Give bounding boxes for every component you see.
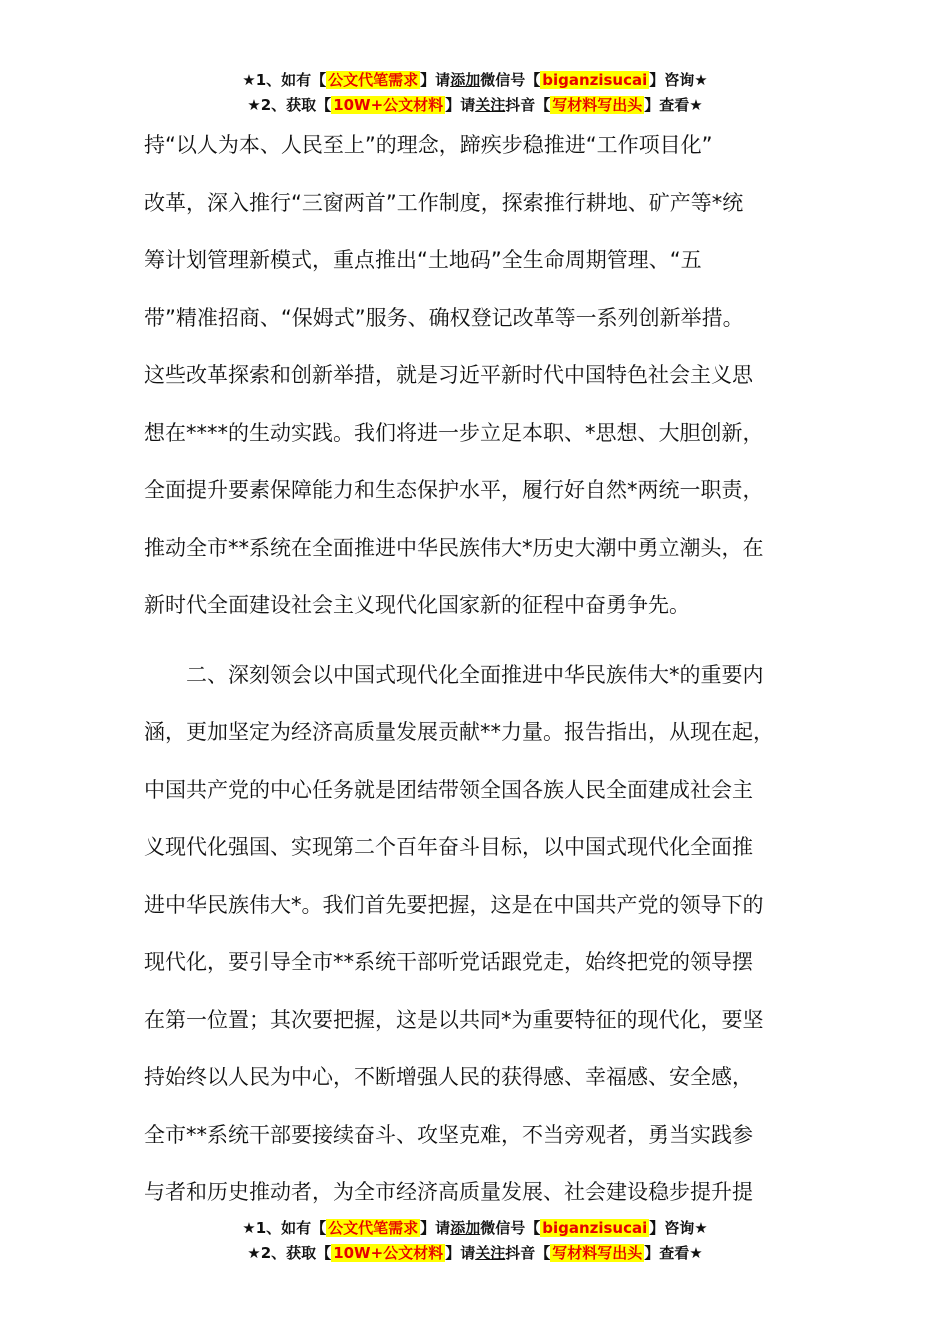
document-body — [144, 124, 834, 1229]
text-line: 现代化，要引导全市**系统干部听党话跟党走，始终把党的领导摆 — [144, 950, 753, 974]
text-line: 二、深刻领会以中国式现代化全面推进中华民族伟大*的重要内 — [144, 662, 764, 687]
notice-douyin-account: 写材料写出头 — [552, 1244, 643, 1262]
text-line: 涵，更加坚定为经济高质量发展贡献**力量。报告指出，从现在起， — [144, 720, 774, 744]
text-line: 这些改革探索和创新举措，就是习近平新时代中国特色社会主义思 — [144, 363, 753, 387]
notice-emphasis: 添加 — [450, 1219, 481, 1237]
text-line: 想在****的生动实践。我们将进一步立足本职、*思想、大胆创新， — [144, 420, 764, 445]
notice-highlight: 公文代笔需求 — [328, 71, 419, 89]
notice-line-2 — [0, 1241, 950, 1266]
text-line: 持始终以人民为中心，不断增强人民的获得感、幸福感、安全感， — [144, 1065, 753, 1089]
text-line: 持“以人为本、人民至上”的理念，蹄疾步稳推进“工作项目化” — [144, 133, 713, 157]
notice-text: 】请 — [445, 1244, 476, 1262]
notice-line-2 — [0, 93, 950, 118]
paragraph-gap — [144, 642, 834, 654]
notice-douyin-account: 写材料写出头 — [552, 96, 643, 114]
text-line: 全面提升要素保障能力和生态保护水平，履行好自然*两统一职责， — [144, 478, 764, 502]
text-line: 义现代化强国、实现第二个百年奋斗目标，以中国式现代化全面推 — [144, 835, 753, 859]
notice-wechat-id: biganzisucai — [542, 71, 648, 89]
notice-highlight: 公文代笔需求 — [328, 1219, 419, 1237]
text-line: 筹计划管理新模式，重点推出“土地码”全生命周期管理、“五 — [144, 248, 702, 272]
notice-text: 微信号【 — [480, 71, 541, 89]
notice-text: 】请 — [420, 71, 451, 89]
text-line: 在第一位置；其次要把握，这是以共同*为重要特征的现代化，要坚 — [144, 1007, 764, 1032]
notice-text: 】请 — [420, 1219, 451, 1237]
text-line: 全市**系统干部要接续奋斗、攻坚克难，不当旁观者，勇当实践参 — [144, 1122, 753, 1147]
paragraph-1 — [144, 124, 834, 642]
notice-text: 抖音【 — [505, 1244, 551, 1262]
notice-text: 】咨询★ — [649, 1219, 708, 1237]
notice-text: 】查看★ — [644, 96, 703, 114]
text-line: 进中华民族伟大*。我们首先要把握，这是在中国共产党的领导下的 — [144, 892, 764, 917]
footer-notice — [0, 1216, 950, 1266]
text-line: 改革，深入推行“三窗两首”工作制度，探索推行耕地、矿产等*统 — [144, 190, 744, 215]
notice-text: 】请 — [445, 96, 476, 114]
notice-text: ★1、如有【 — [242, 71, 327, 89]
text-line: 带”精准招商、“保姆式”服务、确权登记改革等一系列创新举措。 — [144, 305, 744, 330]
notice-highlight: 10W+公文材料 — [333, 1244, 444, 1262]
notice-text: 】查看★ — [644, 1244, 703, 1262]
notice-text: ★2、获取【 — [247, 1244, 332, 1262]
notice-text: 抖音【 — [505, 96, 551, 114]
notice-text: 微信号【 — [480, 1219, 541, 1237]
text-line: 与者和历史推动者，为全市经济高质量发展、社会建设稳步提升提 — [144, 1180, 753, 1204]
notice-highlight: 10W+公文材料 — [333, 96, 444, 114]
notice-text: ★1、如有【 — [242, 1219, 327, 1237]
text-line: 推动全市**系统在全面推进中华民族伟大*历史大潮中勇立潮头，在 — [144, 535, 764, 560]
text-line: 中国共产党的中心任务就是团结带领全国各族人民全面建成社会主 — [144, 777, 753, 802]
notice-text: 】咨询★ — [649, 71, 708, 89]
notice-wechat-id: biganzisucai — [542, 1219, 648, 1237]
notice-emphasis: 关注 — [475, 96, 506, 114]
header-notice — [0, 68, 950, 118]
text-line: 新时代全面建设社会主义现代化国家新的征程中奋勇争先。 — [144, 593, 690, 617]
paragraph-2 — [144, 654, 834, 1229]
notice-line-1 — [0, 1216, 950, 1241]
notice-emphasis: 添加 — [450, 71, 481, 89]
notice-emphasis: 关注 — [475, 1244, 506, 1262]
notice-text: ★2、获取【 — [247, 96, 332, 114]
notice-line-1 — [0, 68, 950, 93]
